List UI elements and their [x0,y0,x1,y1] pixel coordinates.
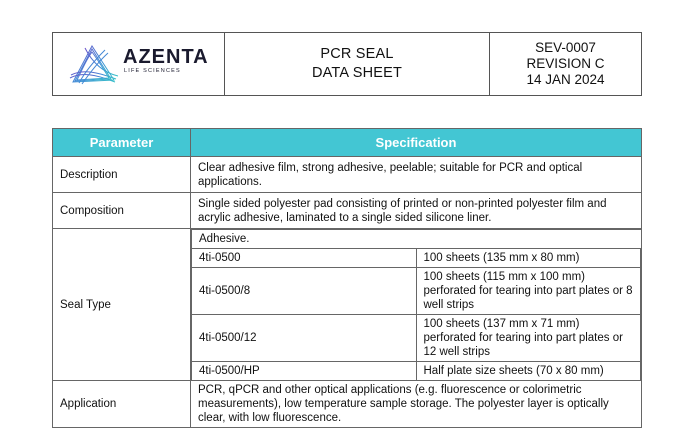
azenta-logo-icon [65,42,121,86]
parameter-cell: Description [53,157,191,193]
document-number: SEV-0007 [535,40,596,55]
product-code: 4ti-0500 [192,249,417,268]
brand-subtitle: LIFE SCIENCES [124,68,181,74]
title-line-1: PCR SEAL [320,46,394,62]
product-description: 100 sheets (115 mm x 100 mm) perforated for tearing into part plates or 8 well strips [416,268,641,315]
seal-type-row [192,249,641,268]
revision-block [490,33,641,95]
seal-type-intro-row [192,230,641,249]
revision-label: REVISION C [526,56,605,71]
document-title [225,33,490,95]
brand-name: AZENTA [123,46,209,68]
product-code: 4ti-0500/8 [192,268,417,315]
parameter-cell: Seal Type [53,229,191,381]
product-description: 100 sheets (135 mm x 80 mm) [416,249,641,268]
product-description: 100 sheets (137 mm x 71 mm) perforated for tearing into part plates or 12 well strips [416,315,641,362]
parameter-cell: Composition [53,193,191,229]
specification-cell: Clear adhesive film, strong adhesive, peelable; suitable for PCR and optical applications. [191,157,642,193]
specification-cell: Single sided polyester pad consisting of printed or non-printed polyester film and acrylic adhesive, laminated to a single sided silicone liner. [191,193,642,229]
seal-type-row [192,362,641,381]
document-header [52,32,642,96]
product-code: 4ti-0500/HP [192,362,417,381]
title-line-2: DATA SHEET [311,65,403,81]
seal-type-intro: Adhesive. [192,230,641,249]
seal-type-row [192,268,641,315]
product-description: Half plate size sheets (70 x 80 mm) [416,362,641,381]
specification-table [52,128,642,428]
specification-column-header: Specification [191,129,642,157]
seal-type-row [192,315,641,362]
seal-type-cell [191,229,642,381]
table-row [53,229,642,381]
parameter-column-header: Parameter [53,129,191,157]
table-row [53,193,642,229]
product-code: 4ti-0500/12 [192,315,417,362]
table-row [53,157,642,193]
parameter-cell: Application [53,381,191,428]
seal-type-subtable [191,229,641,380]
table-row [53,381,642,428]
revision-date: 14 JAN 2024 [526,72,605,87]
logo-cell [53,33,225,95]
specification-cell: PCR, qPCR and other optical applications (e.g. fluorescence or colorimetric measurements), low temperature sample storage. The polyester layer is optically clear, with low fluorescence. [191,381,642,428]
table-header-row [53,129,642,157]
